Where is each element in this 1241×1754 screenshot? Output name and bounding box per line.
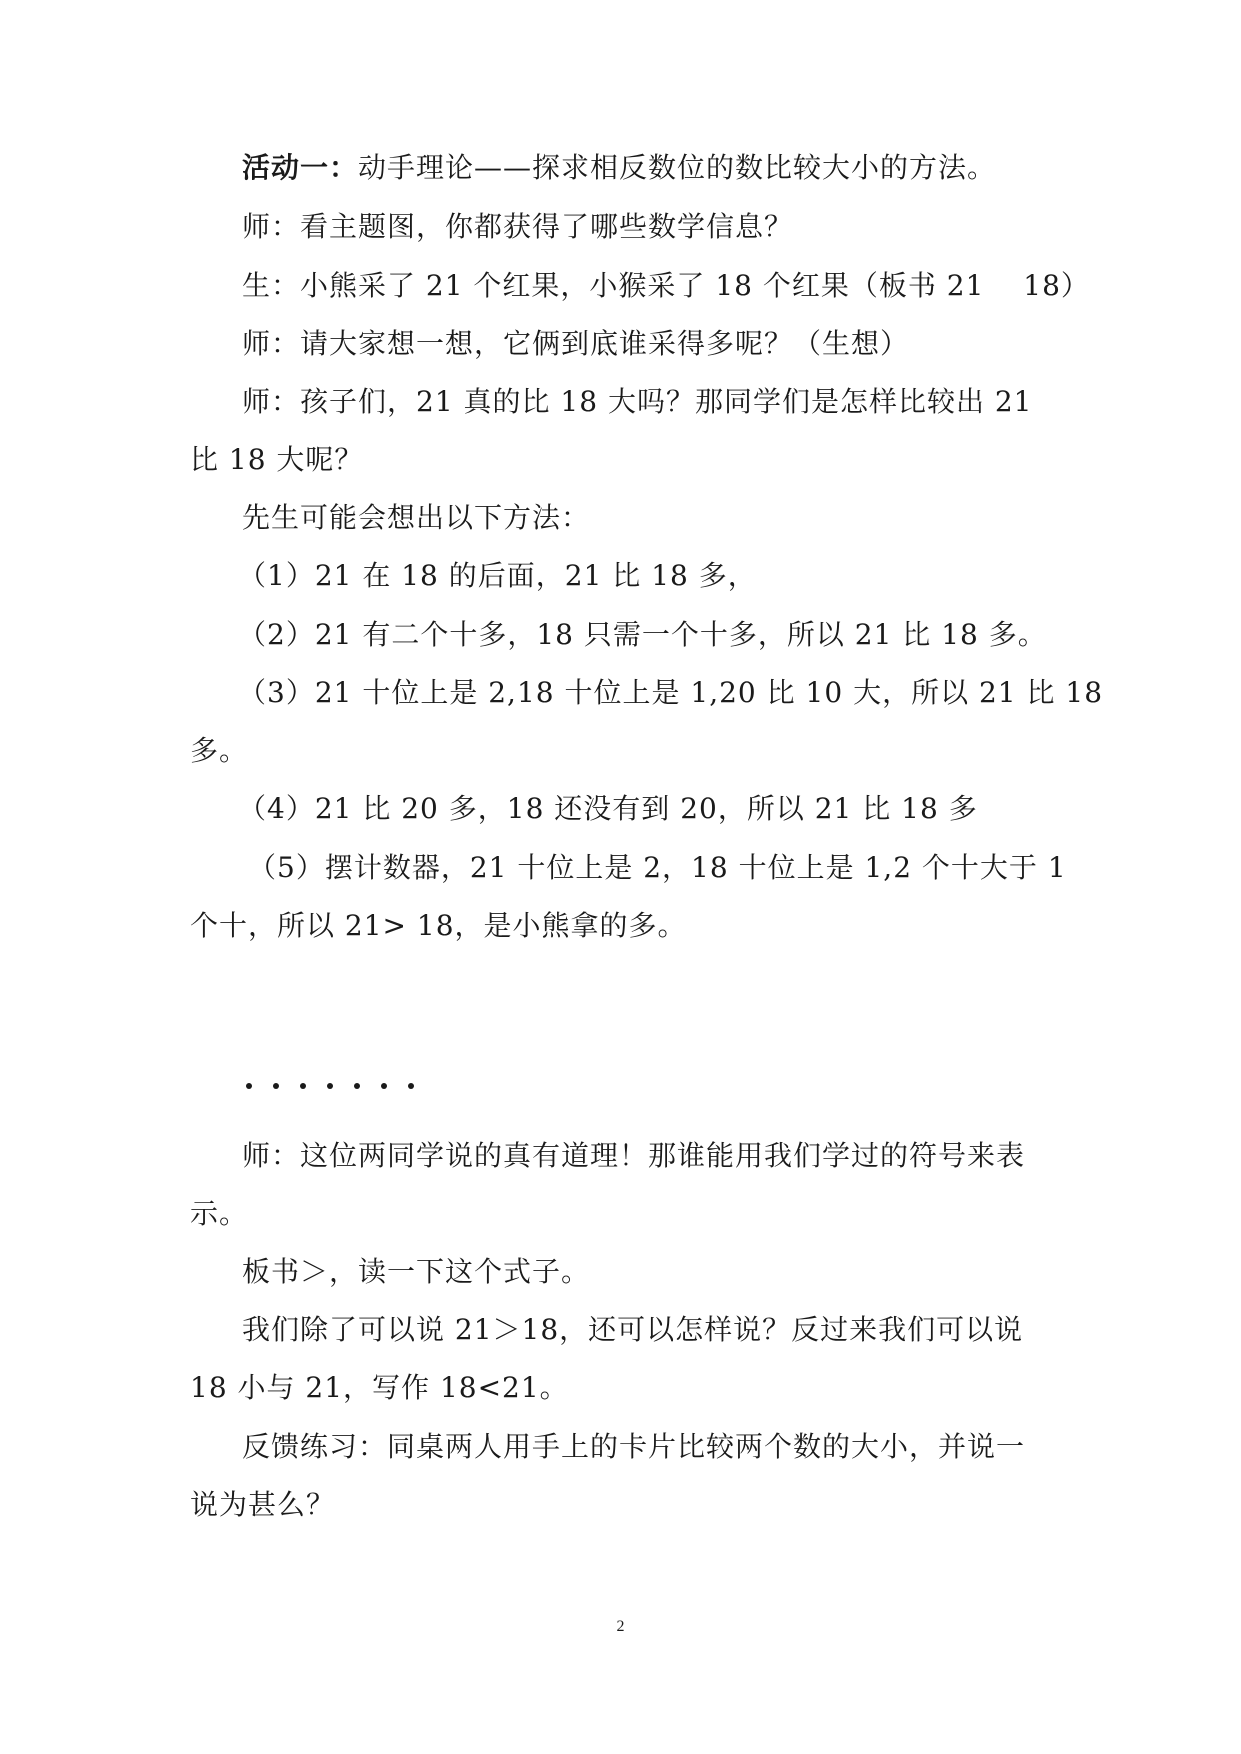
method-2: （2）21 有二个十多，18 只需一个十多，所以 21 比 18 多。 — [238, 618, 1047, 651]
paragraph-teacher-question-3-cont: 比 18 大呢？ — [190, 443, 364, 476]
paragraph-reverse-statement: 我们除了可以说 21＞18，还可以怎样说？反过来我们可以说 — [242, 1313, 1024, 1346]
activity-label: 活动一： — [242, 151, 359, 184]
paragraph-methods-intro: 先生可能会想出以下方法： — [242, 501, 591, 534]
paragraph-teacher-question-1: 师：看主题图，你都获得了哪些数学信息？ — [242, 210, 794, 243]
paragraph-feedback-exercise-cont: 说为甚么？ — [190, 1488, 336, 1521]
activity-heading — [242, 150, 996, 186]
paragraph-teacher-praise: 师：这位两同学说的真有道理！那谁能用我们学过的符号来表 — [242, 1139, 1026, 1172]
dot — [381, 1083, 387, 1089]
paragraph-board-writing: 板书＞，读一下这个式子。 — [242, 1255, 591, 1288]
method-1: （1）21 在 18 的后面，21 比 18 多， — [238, 559, 757, 592]
dot — [300, 1083, 306, 1089]
page-number: 2 — [616, 1618, 625, 1635]
method-5-cont: 个十，所以 21> 18，是小熊拿的多。 — [190, 909, 687, 942]
method-3-cont: 多。 — [190, 734, 249, 767]
activity-title: 动手理论——探求相反数位的数比较大小的方法。 — [358, 151, 997, 184]
paragraph-teacher-praise-cont: 示。 — [190, 1197, 249, 1230]
paragraph-teacher-question-3: 师：孩子们，21 真的比 18 大吗？那同学们是怎样比较出 21 — [242, 385, 1033, 418]
dot — [354, 1083, 360, 1089]
ellipsis-dots — [246, 1077, 416, 1097]
paragraph-teacher-question-2: 师：请大家想一想，它俩到底谁采得多呢？（生想） — [242, 327, 910, 360]
dot — [273, 1083, 279, 1089]
dot — [408, 1083, 414, 1089]
method-3: （3）21 十位上是 2,18 十位上是 1,20 比 10 大，所以 21 比 18 — [238, 676, 1104, 709]
paragraph-reverse-statement-cont: 18 小与 21，写作 18<21。 — [190, 1371, 569, 1404]
paragraph-feedback-exercise: 反馈练习：同桌两人用手上的卡片比较两个数的大小，并说一 — [242, 1430, 1026, 1463]
method-5: （5）摆计数器，21 十位上是 2，18 十位上是 1,2 个十大于 1 — [248, 851, 1067, 884]
dot — [246, 1083, 252, 1089]
dot — [327, 1083, 333, 1089]
method-4: （4）21 比 20 多，18 还没有到 20，所以 21 比 18 多 — [238, 792, 978, 825]
paragraph-student-answer: 生：小熊采了 21 个红果，小猴采了 18 个红果（板书 21 18） — [242, 269, 1090, 302]
